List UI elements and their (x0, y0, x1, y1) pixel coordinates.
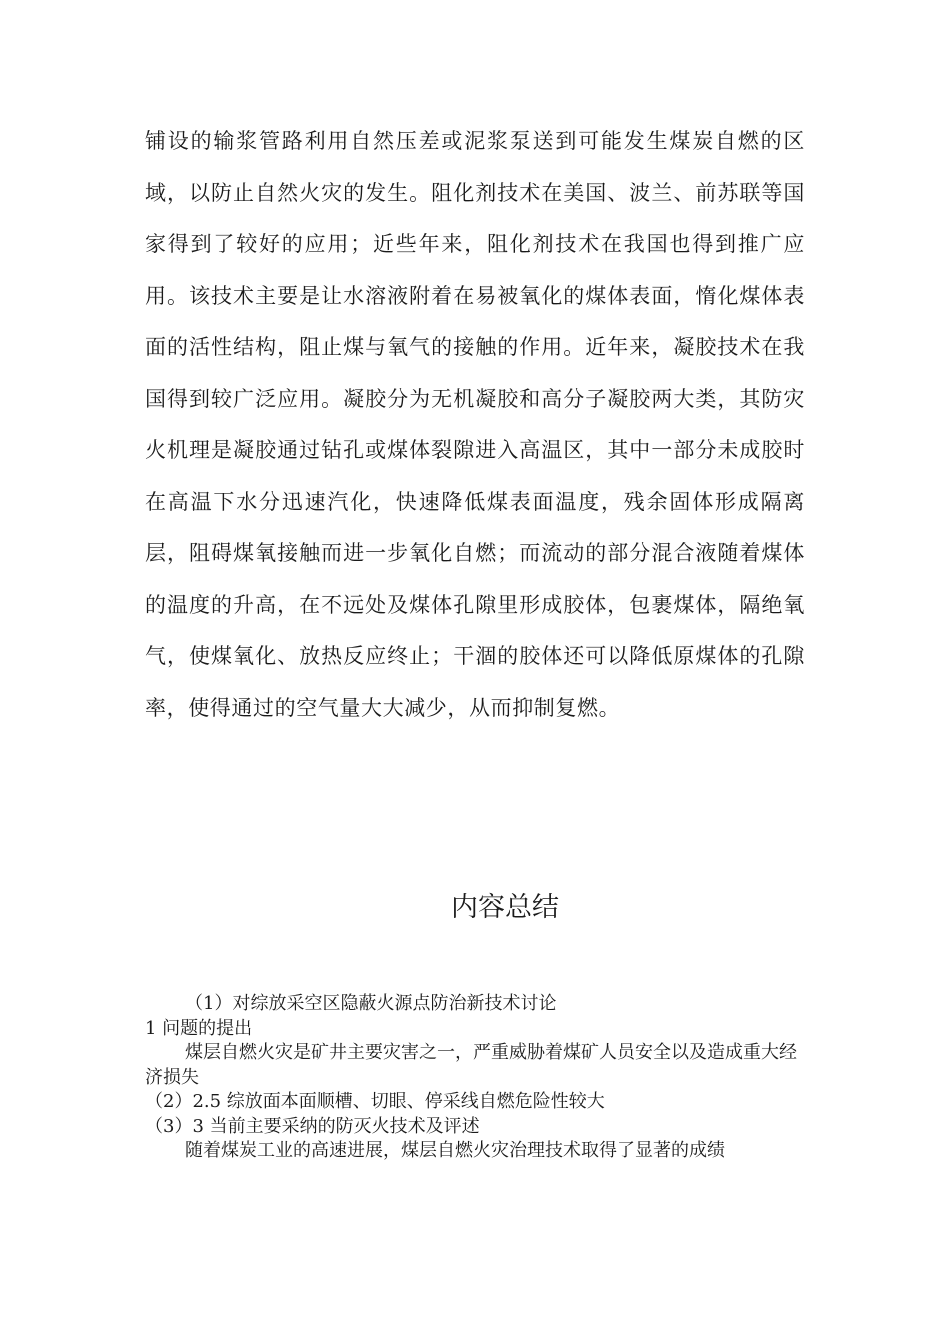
summary-item: （3）3 当前主要采纳的防灭火技术及评述 (145, 1115, 480, 1137)
body-paragraph: 铺设的输浆管路利用自然压差或泥浆泵送到可能发生煤炭自燃的区域，以防止自然火灾的发生。阻化剂技术在美国、波兰、前苏联等国家得到了较好的应用；近些年来，阻化剂技术在我国也得到推广应用。该技术主要是让水溶液附着在易被氧化的煤体表面，惰化煤体表面的活性结构，阻止煤与氧气的接触的作用。近年来，凝胶技术在我国得到较广泛应用。凝胶分为无机凝胶和高分子凝胶两大类，其防灾火机理是凝胶通过钻孔或煤体裂隙进入高温区，其中一部分未成胶时在高温下水分迅速汽化，快速降低煤表面温度，残余固体形成隔离层，阻碍煤氧接触而进一步氧化自燃；而流动的部分混合液随着煤体的温度的升高，在不远处及煤体孔隙里形成胶体，包裹煤体，隔绝氧气，使煤氧化、放热反应终止；干涸的胶体还可以降低原煤体的孔隙率，使得通过的空气量大大减少，从而抑制复燃。 (145, 129, 805, 720)
summary-item: 煤层自燃火灾是矿井主要灾害之一，严重威胁着煤矿人员安全以及造成重大经济损失 (145, 1042, 797, 1088)
summary-item: 1 问题的提出 (145, 1017, 253, 1039)
summary-item: （1）对综放采空区隐蔽火源点防治新技术讨论 (185, 993, 557, 1014)
summary-section (145, 992, 805, 1164)
summary-item: 随着煤炭工业的高速进展，煤层自燃火灾治理技术取得了显著的成绩 (185, 1140, 725, 1161)
summary-title: 内容总结 (451, 892, 559, 923)
summary-item: （2）2.5 综放面本面顺槽、切眼、停采线自燃危险性较大 (145, 1091, 605, 1112)
